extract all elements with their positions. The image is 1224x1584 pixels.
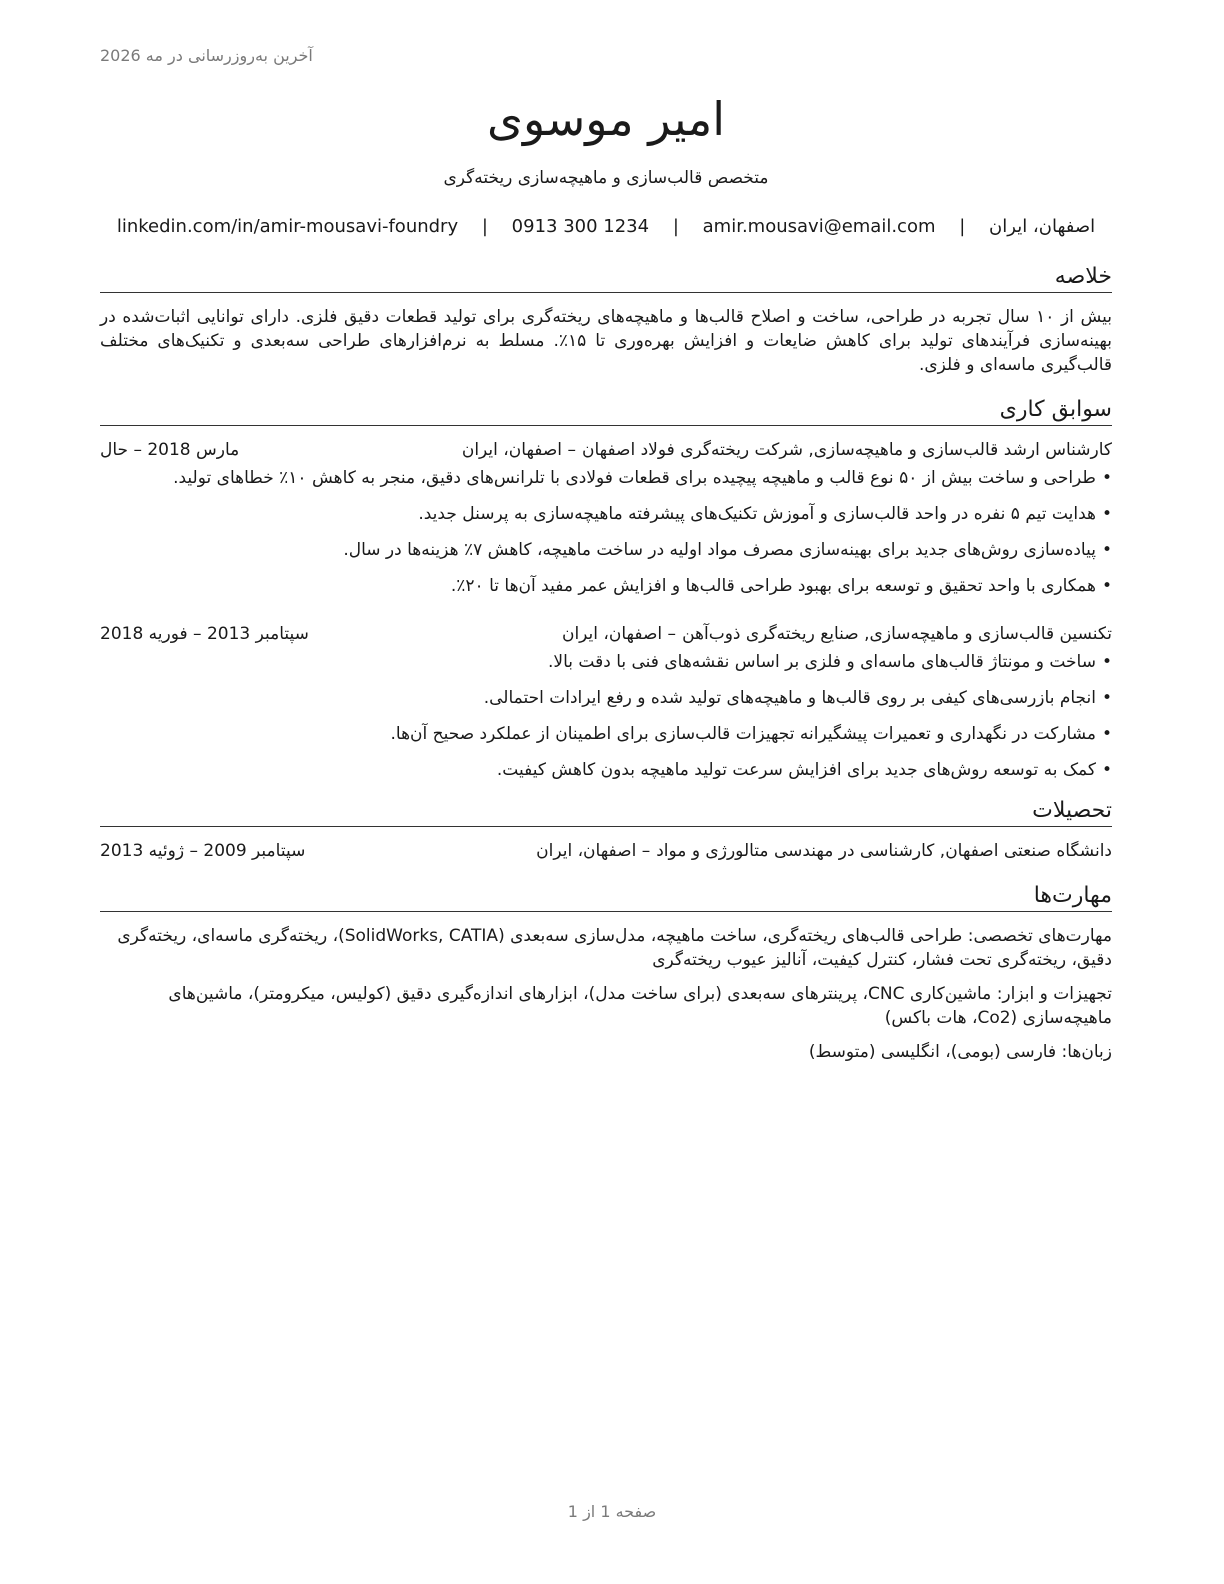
- bullet-icon: •: [1101, 652, 1112, 672]
- bullet-item: •ساخت و مونتاژ قالب‌های ماسه‌ای و فلزی بر اساس نقشه‌های فنی با دقت بالا.: [547, 652, 1112, 672]
- job-entry: [100, 438, 1112, 598]
- job-location: – اصفهان، ایران: [561, 624, 677, 644]
- bullet-icon: •: [1101, 760, 1112, 780]
- bullet-item: •کمک به توسعه روش‌های جدید برای افزایش سرعت تولید ماهیچه بدون کاهش کیفیت.: [496, 760, 1112, 780]
- skills-section: [100, 881, 1112, 1064]
- summary-section: [100, 262, 1112, 377]
- candidate-title: متخصص قالب‌سازی و ماهیچه‌سازی ریخته‌گری: [443, 168, 769, 188]
- summary-heading: خلاصه: [100, 262, 1112, 293]
- bullet-item: •هدایت تیم ۵ نفره در واحد قالب‌سازی و آموزش تکنیک‌های پیشرفته ماهیچه‌سازی به پرسنل جدید.: [418, 504, 1112, 524]
- bullet-item: •مشارکت در نگهداری و تعمیرات پیشگیرانه تجهیزات قالب‌سازی برای اطمینان از عملکرد صحیح آن‌ها.: [390, 724, 1112, 744]
- skills-heading: مهارت‌ها: [100, 881, 1112, 912]
- job-dates: مارس 2018 – حال: [100, 440, 240, 460]
- phone-number[interactable]: 0913 300 1234: [511, 216, 650, 237]
- experience-section: [100, 395, 1112, 782]
- bullet-item: •همکاری با واحد تحقیق و توسعه برای بهبود طراحی قالب‌ها و افزایش عمر مفید آن‌ها تا ۲۰٪.: [450, 576, 1112, 596]
- page-number: صفحه 1 از 1: [567, 1502, 657, 1521]
- job-location: – اصفهان، ایران: [461, 440, 576, 460]
- summary-text: بیش از ۱۰ سال تجربه در طراحی، ساخت و اصلاح قالب‌ها و ماهیچه‌های ریخته‌گری برای تولید قطعات دقیق فلزی. دارای توانایی اثبات‌شده در بهینه‌سازی فرآیندهای تولید برای کاهش ضایعات و افزایش بهره‌وری تا ۱۵٪. مسلط به نرم‌افزارهای طراحی سه‌بعدی و تکنیک‌های مختلف قالب‌گیری ماسه‌ای و فلزی.: [100, 307, 1112, 375]
- education-dates: سپتامبر 2009 – ژوئیه 2013: [100, 841, 306, 861]
- experience-heading: سوابق کاری: [100, 395, 1112, 426]
- candidate-name: امیر موسوی: [486, 92, 726, 146]
- job-header: [100, 622, 1112, 646]
- job-entry: [100, 622, 1112, 782]
- job-dates: سپتامبر 2013 – فوریه 2018: [100, 624, 309, 644]
- bullet-icon: •: [1101, 576, 1112, 596]
- bullet-icon: •: [1101, 540, 1112, 560]
- job-header: [100, 438, 1112, 462]
- contact-bar: [100, 214, 1112, 240]
- contact-separator: |: [481, 216, 488, 237]
- contact-separator: |: [959, 216, 966, 237]
- skill-line-tools: تجهیزات و ابزار: ماشین‌کاری CNC، پرینترهای سه‌بعدی (برای ساخت مدل)، ابزارهای اندازه‌گیری دقیق (کولیس، میکرومتر)، ماشین‌های ماهیچه‌سازی (Co2، هات باکس): [168, 984, 1112, 1028]
- bullet-icon: •: [1101, 688, 1112, 708]
- linkedin-link[interactable]: linkedin.com/in/amir-mousavi-foundry: [116, 216, 459, 237]
- education-heading: تحصیلات: [100, 796, 1112, 827]
- job-role: تکنسین قالب‌سازی و ماهیچه‌سازی, صنایع ریخته‌گری ذوب‌آهن: [682, 624, 1112, 644]
- bullet-icon: •: [1101, 504, 1112, 524]
- location-text: اصفهان، ایران: [989, 216, 1096, 237]
- education-degree: دانشگاه صنعتی اصفهان, کارشناسی در مهندسی متالورژی و مواد: [656, 841, 1112, 861]
- job-role: کارشناس ارشد قالب‌سازی و ماهیچه‌سازی, شرکت ریخته‌گری فولاد اصفهان: [581, 440, 1112, 460]
- last-updated-note: آخرین به‌روزرسانی در مه 2026: [100, 46, 313, 65]
- education-entry: [100, 839, 1112, 863]
- bullet-icon: •: [1101, 724, 1112, 744]
- job-bullets: [100, 466, 1112, 598]
- education-section: [100, 796, 1112, 863]
- bullet-icon: •: [1101, 468, 1112, 488]
- job-bullets: [100, 650, 1112, 782]
- bullet-item: •انجام بازرسی‌های کیفی بر روی قالب‌ها و ماهیچه‌های تولید شده و رفع ایرادات احتمالی.: [483, 688, 1112, 708]
- skill-line-languages: زبان‌ها: فارسی (بومی)، انگلیسی (متوسط): [808, 1042, 1112, 1062]
- education-location: – اصفهان، ایران: [536, 841, 651, 861]
- contact-separator: |: [672, 216, 679, 237]
- resume-page: [100, 88, 1112, 1074]
- bullet-item: •پیاده‌سازی روش‌های جدید برای بهینه‌سازی مصرف مواد اولیه در ساخت ماهیچه، کاهش ۷٪ هزینه‌ها در سال.: [343, 540, 1112, 560]
- bullet-item: •طراحی و ساخت بیش از ۵۰ نوع قالب و ماهیچه پیچیده برای قطعات فولادی با تلرانس‌های دقیق، منجر به کاهش ۱۰٪ خطاهای تولید.: [173, 468, 1112, 488]
- email-link[interactable]: amir.mousavi@email.com: [702, 216, 936, 237]
- skill-line-specialty: مهارت‌های تخصصی: طراحی قالب‌های ریخته‌گری، ساخت ماهیچه، مدل‌سازی سه‌بعدی (SolidWorks, CATIA)، ریخته‌گری ماسه‌ای، ریخته‌گری دقیق، ریخته‌گری تحت فشار، کنترل کیفیت، آنالیز عیوب ریخته‌گری: [117, 926, 1112, 970]
